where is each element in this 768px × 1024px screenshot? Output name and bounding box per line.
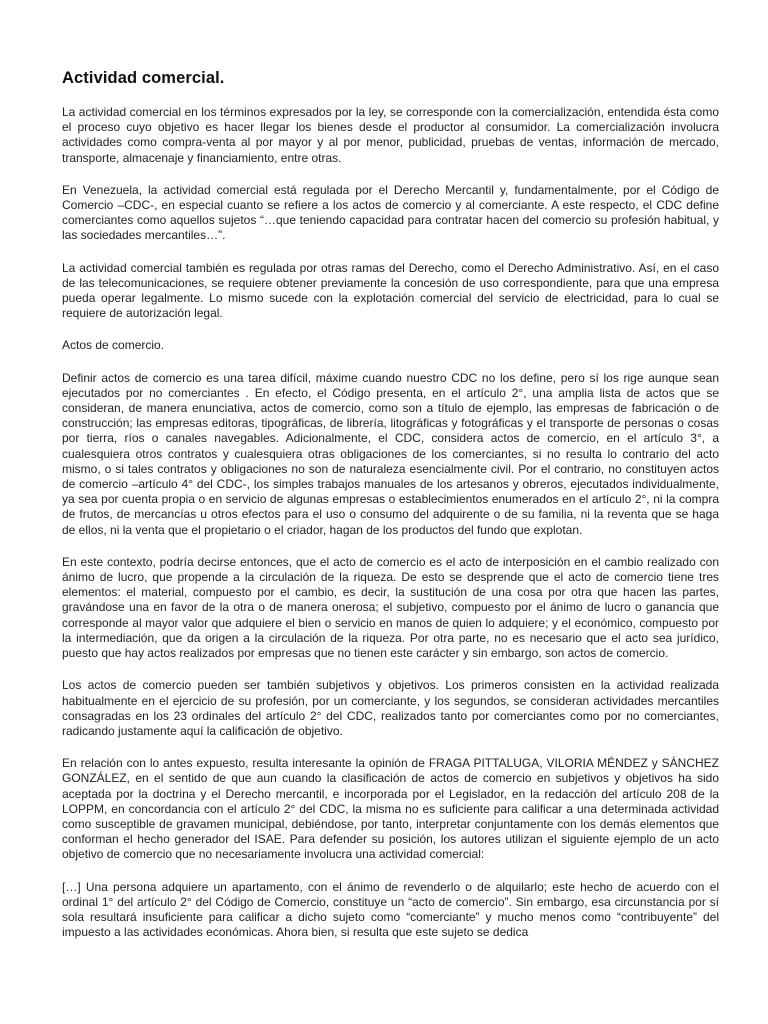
paragraph-venezuela: En Venezuela, la actividad comercial está regulada por el Derecho Mercantil y, fundamentalmente, por el Código de Comercio –CDC-, en especial cuanto se refiere a los actos de comercio y al comerciante. A este respecto, el CDC define comerciantes como aquellos sujetos “…que teniendo capacidad para contratar hacen del comercio su profesión habitual, y las sociedades mercantiles…”. (62, 182, 719, 243)
document-title: Actividad comercial. (62, 69, 225, 87)
paragraph-definir-actos: Definir actos de comercio es una tarea difícil, máxime cuando nuestro CDC no los define, pero sí los rige aunque sean ejecutados por no comerciantes . En efecto, el Código presenta, en el artículo 2°, una amplia lista de actos que se consideran, de manera enunciativa, actos de comercio, como son a título de ejemplo, las empresas de fabricación o de construcción; las empresas editoras, tipográficas, de librería, litográficas y fotográficas y el transporte de personas o cosas por tierra, ríos o canales navegables. Adicionalmente, el CDC, considera actos de comercio, en el artículo 3°, a cualesquiera otros contratos y cualesquiera otras obligaciones de los comerciantes, si no resulta lo contrario del acto mismo, o si tales contratos y obligaciones no son de naturaleza esencialmente civil. Por el contrario, no constituyen actos de comercio –artículo 4° del CDC-, los simples trabajos manuales de los artesanos y obreros, ejecutados individualmente, ya sea por cuenta propia o en servicio de algunas empresas o establecimientos enumerados en el artículo 2°, ni la compra de frutos, de mercancías u otros efectos para el uso o consumo del adquirente o de su familia, ni la reventa que se haga de ellos, ni la venta que el propietario o el criador, hagan de los productos del fundo que explotan. (62, 370, 719, 537)
paragraph-comercializacion: La actividad comercial en los términos expresados por la ley, se corresponde con la comercialización, entendida ésta como el proceso cuyo objetivo es hacer llegar los bienes desde el productor al consumidor. La comercialización involucra actividades como compra-venta al por mayor y al por menor, publicidad, pruebas de ventas, información de mercado, transporte, almacenaje y financiamiento, entre otras. (62, 105, 719, 165)
document-page (62, 68, 719, 957)
paragraph-derecho-administrativo: La actividad comercial también es regulada por otras ramas del Derecho, como el Derecho Administrativo. Así, en el caso de las telecomunicaciones, se requiere obtener previamente la concesión de uso correspondiente, para que una empresa pueda operar legalmente. Lo mismo sucede con la explotación comercial del servicio de electricidad, para lo cual se requiere de autorización legal. (62, 260, 719, 321)
paragraph-subjetivos-objetivos: Los actos de comercio pueden ser también subjetivos y objetivos. Los primeros consisten en la actividad realizada habitualmente en el ejercicio de su profesión, por un comerciante, y los segundos, se consideran actividades mercantiles consagradas en los 23 ordinales del artículo 2° del CDC, realizados tanto por comerciantes como por no comerciantes, radicando justamente aquí la calificación de objetivo. (62, 678, 719, 738)
paragraph-ejemplo: […] Una persona adquiere un apartamento, con el ánimo de revenderlo o de alquilarlo; este hecho de acuerdo con el ordinal 1° del artículo 2° del Código de Comercio, constituye un “acto de comercio”. Sin embargo, esa circunstancia por sí sola resultará insuficiente para calificar a dicho sujeto como “comerciante” y mucho menos como “contribuyente” del impuesto a las actividades económicas. Ahora bien, si resulta que este sujeto se dedica (62, 879, 719, 940)
section-heading-actos: Actos de comercio. (62, 338, 165, 353)
paragraph-contexto: En este contexto, podría decirse entonces, que el acto de comercio es el acto de interposición en el cambio realizado con ánimo de lucro, que propende a la circulación de la riqueza. De esto se desprende que el acto de comercio tiene tres elementos: el material, compuesto por el cambio, es decir, la sustitución de una cosa por otra que hacen las partes, gravándose una en favor de la otra o de manera onerosa; el subjetivo, compuesto por el ánimo de lucro o ganancia que corresponde al mayor valor que adquiere el bien o servicio en manos de quien lo adquiere; y el económico, compuesto por la intermediación, que da origen a la circulación de la riqueza. Por otra parte, no es necesario que el acto sea jurídico, puesto que hay actos realizados por empresas que no tienen este carácter y sin embargo, son actos de comercio. (62, 554, 719, 661)
paragraph-opinion-autores: En relación con lo antes expuesto, resulta interesante la opinión de FRAGA PITTALUGA, VILORIA MÉNDEZ y SÁNCHEZ GONZÁLEZ, en el sentido de que aun cuando la clasificación de actos de comercio en subjetivos y objetivos ha sido aceptada por la doctrina y el Derecho mercantil, e incorporada por el Legislador, en la redacción del artículo 208 de la LOPPM, en concordancia con el artículo 2° del CDC, la misma no es suficiente para calificar a una determinada actividad como susceptible de gravamen municipal, debiéndose, por tanto, interpretar conjuntamente con los demás elementos que conforman el hecho generador del ISAE. Para defender su posición, los autores utilizan el siguiente ejemplo de un acto objetivo de comercio que no necesariamente involucra una actividad comercial: (62, 756, 719, 862)
